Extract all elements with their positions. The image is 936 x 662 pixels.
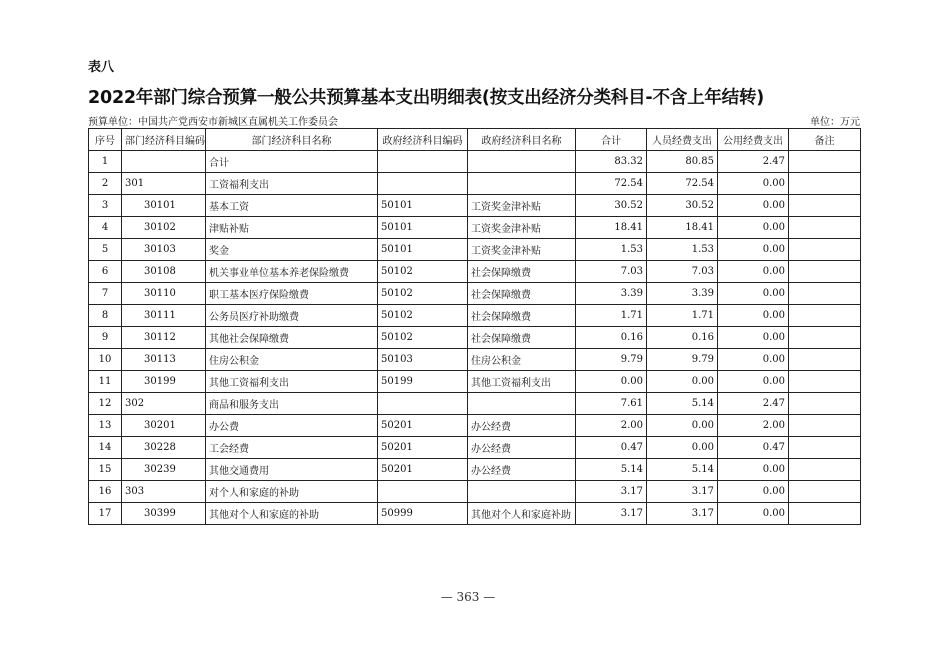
cell-gov-code: 50999	[378, 503, 468, 525]
cell-public: 0.00	[718, 459, 789, 481]
cell-total: 2.00	[576, 415, 647, 437]
table-row	[89, 173, 861, 195]
cell-public: 2.47	[718, 151, 789, 173]
cell-public: 0.00	[718, 283, 789, 305]
cell-gov-code	[378, 173, 468, 195]
cell-dept-name: 基本工资	[206, 195, 378, 217]
budget-unit-line	[88, 113, 860, 128]
cell-dept-code	[122, 151, 206, 173]
table-header-row	[89, 129, 861, 151]
cell-note	[789, 217, 861, 239]
cell-dept-name: 对个人和家庭的补助	[206, 481, 378, 503]
cell-dept-name: 商品和服务支出	[206, 393, 378, 415]
cell-total: 1.53	[576, 239, 647, 261]
cell-seq: 3	[89, 195, 122, 217]
cell-dept-code: 301	[122, 173, 206, 195]
cell-public: 2.47	[718, 393, 789, 415]
cell-note	[789, 393, 861, 415]
cell-personnel: 5.14	[647, 459, 718, 481]
header-gov-name: 政府经济科目名称	[468, 129, 576, 151]
cell-gov-code	[378, 393, 468, 415]
cell-gov-name: 办公经费	[468, 415, 576, 437]
cell-dept-name: 津贴补贴	[206, 217, 378, 239]
cell-note	[789, 261, 861, 283]
cell-dept-code: 30112	[122, 327, 206, 349]
cell-dept-code: 30399	[122, 503, 206, 525]
cell-dept-code: 30201	[122, 415, 206, 437]
cell-dept-name: 其他交通费用	[206, 459, 378, 481]
cell-personnel: 5.14	[647, 393, 718, 415]
cell-seq: 15	[89, 459, 122, 481]
cell-dept-code: 30103	[122, 239, 206, 261]
cell-seq: 17	[89, 503, 122, 525]
cell-total: 7.03	[576, 261, 647, 283]
table-row	[89, 393, 861, 415]
table-row	[89, 459, 861, 481]
cell-gov-name	[468, 151, 576, 173]
cell-gov-name	[468, 481, 576, 503]
cell-personnel: 0.00	[647, 371, 718, 393]
cell-gov-name: 社会保障缴费	[468, 283, 576, 305]
cell-personnel: 0.00	[647, 415, 718, 437]
table-row	[89, 151, 861, 173]
cell-seq: 11	[89, 371, 122, 393]
cell-public: 0.00	[718, 503, 789, 525]
cell-dept-code: 30102	[122, 217, 206, 239]
table-row	[89, 283, 861, 305]
cell-seq: 12	[89, 393, 122, 415]
cell-total: 3.17	[576, 481, 647, 503]
cell-dept-name: 办公费	[206, 415, 378, 437]
cell-gov-code	[378, 151, 468, 173]
cell-gov-name: 社会保障缴费	[468, 327, 576, 349]
header-dept-name: 部门经济科目名称	[206, 129, 378, 151]
cell-gov-code: 50102	[378, 327, 468, 349]
document-title: 2022年部门综合预算一般公共预算基本支出明细表(按支出经济分类科目-不含上年结转)	[88, 88, 765, 108]
cell-gov-name: 社会保障缴费	[468, 261, 576, 283]
cell-seq: 7	[89, 283, 122, 305]
cell-seq: 9	[89, 327, 122, 349]
cell-dept-name: 其他工资福利支出	[206, 371, 378, 393]
cell-personnel: 7.03	[647, 261, 718, 283]
table-row	[89, 305, 861, 327]
cell-total: 0.00	[576, 371, 647, 393]
cell-seq: 6	[89, 261, 122, 283]
header-public: 公用经费支出	[718, 129, 789, 151]
cell-gov-code: 50201	[378, 437, 468, 459]
cell-personnel: 30.52	[647, 195, 718, 217]
table-row	[89, 327, 861, 349]
cell-gov-code: 50103	[378, 349, 468, 371]
cell-gov-name: 办公经费	[468, 459, 576, 481]
cell-public: 0.00	[718, 217, 789, 239]
cell-total: 1.71	[576, 305, 647, 327]
table-row	[89, 217, 861, 239]
cell-gov-code: 50199	[378, 371, 468, 393]
cell-gov-name: 社会保障缴费	[468, 305, 576, 327]
cell-gov-name: 其他工资福利支出	[468, 371, 576, 393]
cell-note	[789, 415, 861, 437]
cell-dept-name: 工会经费	[206, 437, 378, 459]
table-row	[89, 371, 861, 393]
cell-personnel: 0.16	[647, 327, 718, 349]
cell-note	[789, 437, 861, 459]
cell-gov-name	[468, 393, 576, 415]
cell-public: 2.00	[718, 415, 789, 437]
cell-seq: 10	[89, 349, 122, 371]
cell-dept-code: 30108	[122, 261, 206, 283]
cell-dept-name: 奖金	[206, 239, 378, 261]
cell-seq: 4	[89, 217, 122, 239]
cell-note	[789, 151, 861, 173]
table-row	[89, 239, 861, 261]
header-gov-code: 政府经济科目编码	[378, 129, 468, 151]
cell-total: 9.79	[576, 349, 647, 371]
cell-gov-name: 工资奖金津补贴	[468, 217, 576, 239]
cell-dept-code: 302	[122, 393, 206, 415]
header-total: 合计	[576, 129, 647, 151]
cell-personnel: 80.85	[647, 151, 718, 173]
header-note: 备注	[789, 129, 861, 151]
cell-note	[789, 173, 861, 195]
cell-total: 7.61	[576, 393, 647, 415]
budget-unit-label: 预算单位：中国共产党西安市新城区直属机关工作委员会	[88, 117, 338, 128]
cell-public: 0.00	[718, 349, 789, 371]
cell-personnel: 3.39	[647, 283, 718, 305]
cell-dept-code: 30199	[122, 371, 206, 393]
cell-public: 0.00	[718, 195, 789, 217]
cell-total: 30.52	[576, 195, 647, 217]
cell-note	[789, 503, 861, 525]
cell-gov-name: 住房公积金	[468, 349, 576, 371]
cell-gov-code	[378, 481, 468, 503]
cell-dept-code: 30110	[122, 283, 206, 305]
cell-dept-code: 303	[122, 481, 206, 503]
header-dept-code: 部门经济科目编码	[122, 129, 206, 151]
cell-dept-name: 其他对个人和家庭的补助	[206, 503, 378, 525]
table-row	[89, 503, 861, 525]
cell-note	[789, 283, 861, 305]
table-row	[89, 437, 861, 459]
cell-note	[789, 195, 861, 217]
cell-dept-name: 合计	[206, 151, 378, 173]
cell-total: 5.14	[576, 459, 647, 481]
cell-dept-code: 30228	[122, 437, 206, 459]
cell-dept-name: 住房公积金	[206, 349, 378, 371]
cell-dept-name: 工资福利支出	[206, 173, 378, 195]
cell-total: 83.32	[576, 151, 647, 173]
cell-gov-code: 50101	[378, 239, 468, 261]
table-row	[89, 195, 861, 217]
cell-gov-name: 工资奖金津补贴	[468, 239, 576, 261]
cell-note	[789, 327, 861, 349]
cell-seq: 1	[89, 151, 122, 173]
cell-total: 18.41	[576, 217, 647, 239]
cell-dept-code: 30113	[122, 349, 206, 371]
cell-gov-name: 办公经费	[468, 437, 576, 459]
cell-note	[789, 239, 861, 261]
cell-note	[789, 371, 861, 393]
cell-personnel: 18.41	[647, 217, 718, 239]
cell-public: 0.00	[718, 173, 789, 195]
cell-personnel: 0.00	[647, 437, 718, 459]
cell-dept-name: 职工基本医疗保险缴费	[206, 283, 378, 305]
cell-gov-name: 工资奖金津补贴	[468, 195, 576, 217]
cell-public: 0.47	[718, 437, 789, 459]
cell-dept-name: 公务员医疗补助缴费	[206, 305, 378, 327]
cell-dept-name: 其他社会保障缴费	[206, 327, 378, 349]
cell-gov-name	[468, 173, 576, 195]
cell-gov-code: 50102	[378, 305, 468, 327]
cell-dept-code: 30111	[122, 305, 206, 327]
cell-seq: 8	[89, 305, 122, 327]
cell-personnel: 72.54	[647, 173, 718, 195]
cell-total: 0.16	[576, 327, 647, 349]
cell-seq: 13	[89, 415, 122, 437]
cell-personnel: 1.71	[647, 305, 718, 327]
cell-total: 3.17	[576, 503, 647, 525]
cell-dept-code: 30239	[122, 459, 206, 481]
cell-seq: 16	[89, 481, 122, 503]
page-number: — 363 —	[440, 590, 496, 604]
cell-gov-code: 50102	[378, 283, 468, 305]
cell-gov-code: 50201	[378, 415, 468, 437]
cell-gov-name: 其他对个人和家庭补助	[468, 503, 576, 525]
cell-public: 0.00	[718, 261, 789, 283]
cell-dept-code: 30101	[122, 195, 206, 217]
cell-public: 0.00	[718, 481, 789, 503]
cell-dept-name: 机关事业单位基本养老保险缴费	[206, 261, 378, 283]
cell-note	[789, 349, 861, 371]
cell-personnel: 1.53	[647, 239, 718, 261]
cell-personnel: 3.17	[647, 503, 718, 525]
header-personnel: 人员经费支出	[647, 129, 718, 151]
cell-personnel: 9.79	[647, 349, 718, 371]
cell-seq: 5	[89, 239, 122, 261]
expenditure-table	[88, 128, 861, 525]
cell-gov-code: 50101	[378, 195, 468, 217]
cell-note	[789, 459, 861, 481]
cell-public: 0.00	[718, 327, 789, 349]
cell-note	[789, 305, 861, 327]
table-row	[89, 349, 861, 371]
cell-gov-code: 50201	[378, 459, 468, 481]
cell-seq: 2	[89, 173, 122, 195]
cell-personnel: 3.17	[647, 481, 718, 503]
table-row	[89, 261, 861, 283]
cell-total: 72.54	[576, 173, 647, 195]
table-tag: 表八	[88, 60, 115, 75]
cell-gov-code: 50102	[378, 261, 468, 283]
table-row	[89, 481, 861, 503]
cell-note	[789, 481, 861, 503]
cell-gov-code: 50101	[378, 217, 468, 239]
cell-public: 0.00	[718, 305, 789, 327]
cell-total: 3.39	[576, 283, 647, 305]
cell-public: 0.00	[718, 371, 789, 393]
cell-total: 0.47	[576, 437, 647, 459]
header-seq: 序号	[89, 129, 122, 151]
cell-public: 0.00	[718, 239, 789, 261]
cell-seq: 14	[89, 437, 122, 459]
table-row	[89, 415, 861, 437]
currency-unit-label: 单位：万元	[810, 117, 860, 128]
